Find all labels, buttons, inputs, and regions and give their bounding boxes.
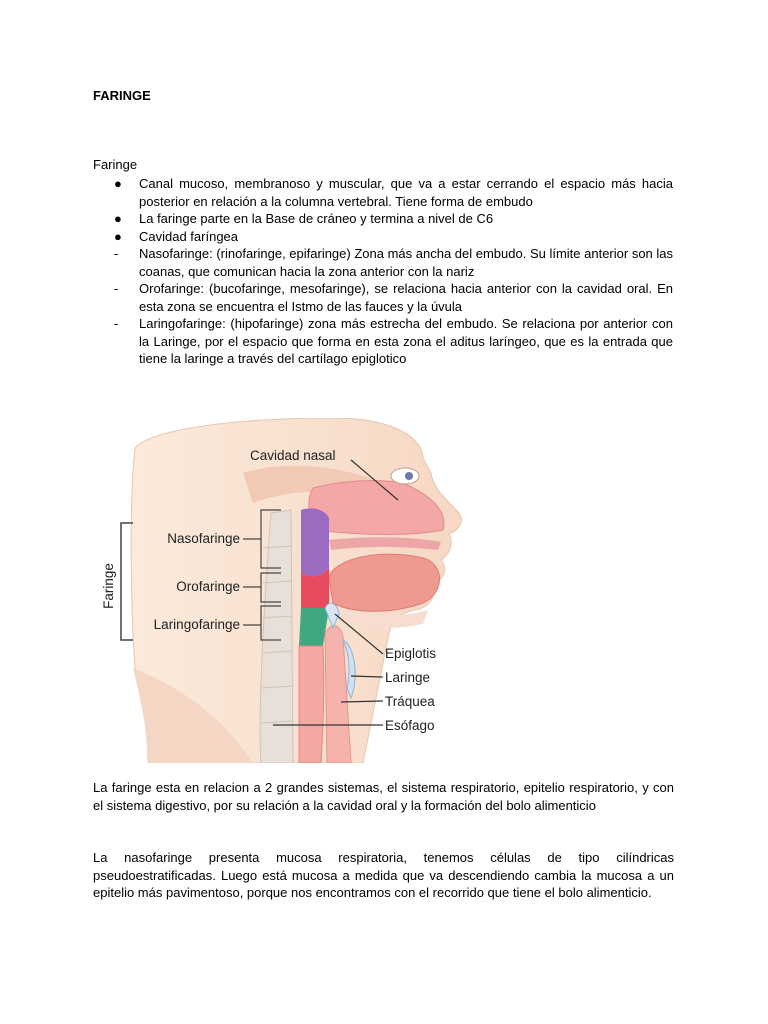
list-item — [93, 175, 673, 210]
paragraph: La faringe esta en relacion a 2 grandes sistemas, el sistema respiratorio, epitelio respiratorio, y con el sistema digestivo, por su relación a la cavidad oral y la formación del bolo alimenticio — [93, 780, 674, 813]
laringofaringe-label: Laringofaringe — [153, 617, 240, 632]
bullet-marker: ● — [114, 176, 122, 191]
list-item-text: Nasofaringe: (rinofaringe, epifaringe) Zona más ancha del embudo. Su límite anterior son las coanas, que comunican hacia la zona anterior con la nariz — [139, 246, 674, 279]
cavidad-nasal-label: Cavidad nasal — [250, 448, 336, 463]
esofago-label: Esófago — [385, 718, 435, 733]
list-item — [93, 315, 673, 368]
bullet-marker: ● — [114, 211, 122, 226]
pharynx-diagram — [93, 418, 473, 763]
paragraph: La nasofaringe presenta mucosa respiratoria, tenemos células de tipo cilíndricas pseudoestratificadas. Luego está mucosa a medida que va descendiendo cambia la mucosa a un epitelio más pavimentoso, porque nos encontramos con el recorrido que tiene el bolo alimenticio. — [93, 850, 674, 900]
section-label: Faringe — [93, 157, 138, 172]
list-item-text: Canal mucoso, membranoso y muscular, que va a estar cerrando el espacio más hacia posterior en relación a la columna vertebral. Tiene forma de embudo — [139, 176, 673, 209]
content-list — [93, 175, 673, 368]
laringe-label: Laringe — [385, 670, 431, 685]
list-item — [93, 228, 673, 246]
esophagus — [299, 646, 324, 763]
list-item — [93, 280, 673, 315]
dash-marker: - — [114, 281, 119, 296]
epiglotis-label: Epiglotis — [385, 646, 437, 661]
dash-marker: - — [114, 316, 119, 331]
eye-iris — [405, 472, 413, 480]
page-title: FARINGE — [93, 88, 151, 103]
list-item-text: La faringe parte en la Base de cráneo y termina a nivel de C6 — [139, 211, 494, 226]
traquea-label: Tráquea — [385, 694, 435, 709]
dash-marker: - — [114, 246, 119, 261]
faringe-label: Faringe — [101, 563, 116, 609]
list-item — [93, 245, 673, 280]
nasopharynx-region — [301, 508, 329, 576]
tongue — [329, 554, 440, 611]
list-item-text: Laringofaringe: (hipofaringe) zona más estrecha del embudo. Se relaciona por anterior con la Laringe, por el espacio que forma en esta zona el aditus laríngeo, que es la entrada que tiene la laringe a través del cartílago epiglotico — [139, 316, 673, 366]
nasofaringe-label: Nasofaringe — [167, 531, 240, 546]
bullet-marker: ● — [114, 228, 122, 244]
orofaringe-label: Orofaringe — [176, 579, 240, 594]
list-item — [93, 210, 673, 228]
list-item-text: Orofaringe: (bucofaringe, mesofaringe), se relaciona hacia anterior con la cavidad oral. En esta zona se encuentra el Istmo de las fauces y la úvula — [139, 281, 673, 314]
list-item-text: Cavidad faríngea — [139, 228, 239, 244]
